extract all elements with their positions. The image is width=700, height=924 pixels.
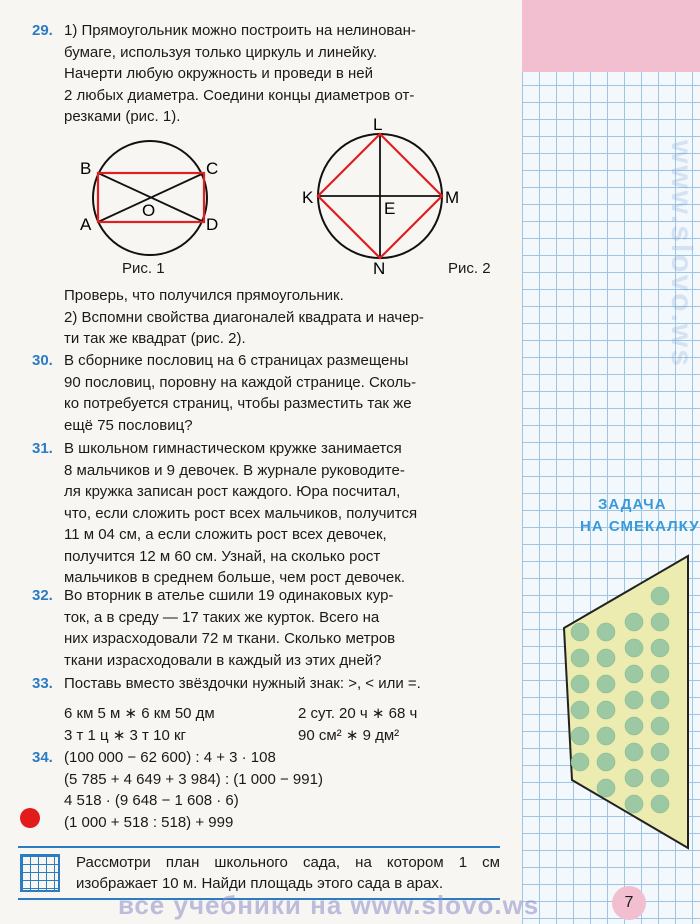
pattern-dot: [597, 727, 615, 745]
pattern-dot: [651, 769, 669, 787]
svg-text:O: O: [142, 201, 156, 220]
svg-text:B: B: [80, 159, 92, 178]
pattern-dot: [597, 779, 615, 797]
bottom-task-text: Рассмотри план школьного сада, на котором 1 см изображает 10 м. Найди площадь этого сада в арах.: [76, 854, 500, 892]
task-text: В школьном гимнастическом кружке занимается 8 мальчиков и 9 девочек. В журнале руководите- ля кружка записан рост каждого. Юра посчитал, что, если сложить рост всех мальчиков, получится 11 м 04 см, а если сложить рост всех девочек, получится 12 м 60 см. Узнай, на сколько рост мальчиков в среднем больше, чем рост девочек.: [64, 440, 418, 586]
footer-watermark: все учебники на www.slovo.ws: [118, 890, 540, 920]
pattern-dot: [597, 623, 615, 641]
task-34: [32, 747, 508, 833]
pattern-dot: [571, 701, 589, 719]
pattern-dot: [597, 649, 615, 667]
pattern-dot: [571, 649, 589, 667]
task-31: [32, 438, 508, 589]
task-text: В сборнике пословиц на 6 страницах размещены 90 пословиц, поровну на каждой странице. Сколь- ко потребуется страниц, чтобы разместить так же ещё 75 пословиц?: [64, 352, 417, 434]
page-number: 7: [612, 886, 646, 920]
task-33-right-column: 2 сут. 20 ч ∗ 68 ч 90 см² ∗ 9 дм²: [298, 705, 418, 744]
task-32: [32, 585, 508, 671]
pattern-dot: [597, 753, 615, 771]
pink-corner-block: [522, 0, 700, 72]
svg-text:K: K: [302, 188, 314, 207]
side-watermark: www.slovo.ws: [665, 140, 698, 368]
task-number: 32.: [32, 587, 53, 604]
pattern-dot: [651, 717, 669, 735]
grid-icon: [20, 854, 60, 892]
pattern-dot: [651, 691, 669, 709]
pattern-dot: [571, 727, 589, 745]
svg-text:D: D: [206, 215, 219, 234]
svg-text:A: A: [80, 215, 92, 234]
task-33: [32, 673, 508, 695]
puzzle-heading: ЗАДАЧА НА СМЕКАЛКУ: [580, 496, 700, 535]
svg-text:C: C: [206, 159, 219, 178]
figure-2-square-in-circle: [300, 116, 470, 276]
svg-text:L: L: [373, 116, 383, 134]
red-marker-dot: [20, 808, 40, 828]
task-33-left-column: 6 км 5 м ∗ 6 км 50 дм 3 т 1 ц ∗ 3 т 10 кг: [64, 705, 215, 744]
task-number: 33.: [32, 675, 53, 692]
dotted-trapezoid-figure: [560, 552, 700, 852]
figure-1-rectangle-in-circle: [72, 140, 232, 260]
task-number: 31.: [32, 440, 53, 457]
pattern-dot: [571, 753, 589, 771]
pattern-dot: [571, 623, 589, 641]
pattern-dot: [625, 769, 643, 787]
pattern-dot: [625, 717, 643, 735]
pattern-dot: [625, 665, 643, 683]
task-number: 29.: [32, 22, 53, 39]
pattern-dot: [651, 587, 669, 605]
task-text: Во вторник в ателье сшили 19 одинаковых кур- ток, а в среду — 17 таких же курток. Всего на них израсходовали 72 м ткани. Сколько метров ткани израсходовали в каждый из этих дней?: [64, 587, 396, 669]
task-text: 1) Прямоугольник можно построить на нелинован- бумаге, используя только циркуль и линейку. Начерти любую окружность и проведи в ней 2 любых диаметра. Соедини концы диаметров от- резками (рис. 1).: [64, 22, 416, 125]
pattern-dot: [651, 613, 669, 631]
task-text: Поставь вместо звёздочки нужный знак: >, < или =.: [64, 675, 421, 692]
pattern-dot: [597, 675, 615, 693]
figure-1-caption: Рис. 1: [122, 260, 165, 277]
task-29: [32, 20, 508, 128]
task-number: 30.: [32, 352, 53, 369]
figure-2-caption: Рис. 2: [448, 260, 491, 277]
pattern-dot: [625, 691, 643, 709]
svg-text:N: N: [373, 259, 386, 276]
task-number: 34.: [32, 749, 53, 766]
pattern-dot: [651, 639, 669, 657]
pattern-dot: [625, 639, 643, 657]
pattern-dot: [625, 795, 643, 813]
task-text: (100 000 − 62 600) : 4 + 3 · 108 (5 785 + 4 649 + 3 984) : (1 000 − 991) 4 518 · (9 648 − 1 608 · 6) (1 000 + 518 : 518) + 999: [64, 749, 323, 831]
pattern-dot: [625, 743, 643, 761]
pattern-dot: [597, 701, 615, 719]
pattern-dot: [571, 675, 589, 693]
pattern-dot: [625, 613, 643, 631]
pattern-dot: [651, 665, 669, 683]
pattern-dot: [651, 795, 669, 813]
svg-text:E: E: [384, 199, 396, 218]
pattern-dot: [651, 743, 669, 761]
task-29-part-2: Проверь, что получился прямоугольник. 2) Вспомни свойства диагоналей квадрата и начер- ти так же квадрат (рис. 2).: [64, 287, 424, 347]
svg-text:M: M: [445, 188, 460, 207]
task-30: [32, 350, 508, 436]
